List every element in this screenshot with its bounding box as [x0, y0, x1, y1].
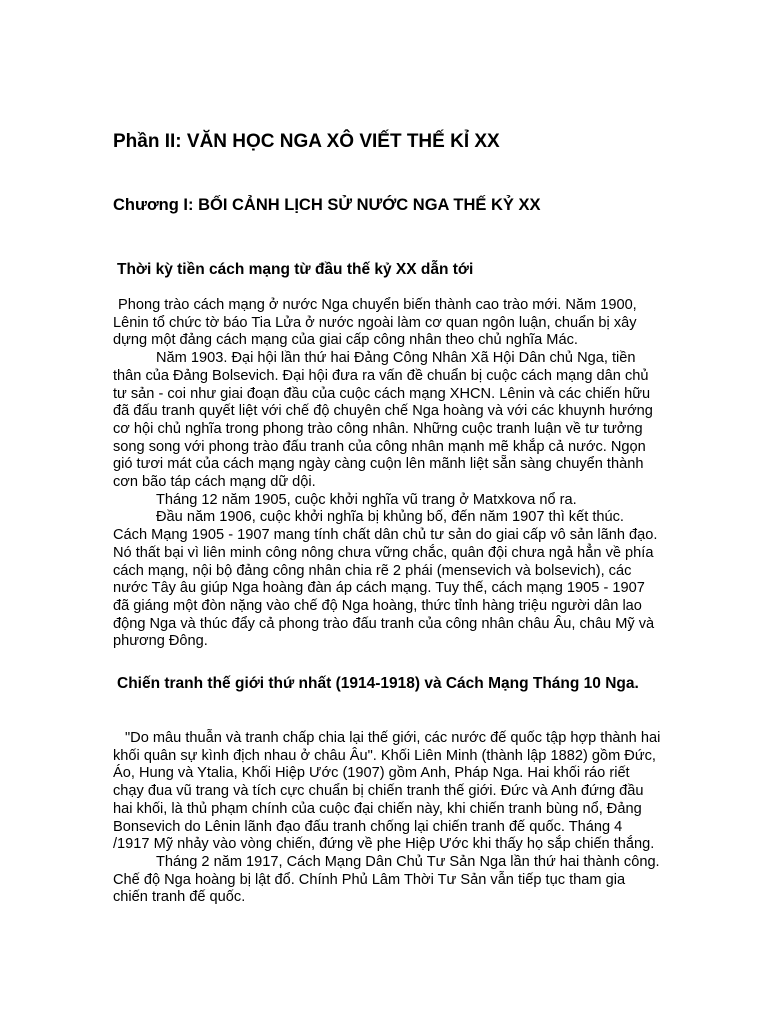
- paragraph: "Do mâu thuẫn và tranh chấp chia lại thế giới, các nước đế quốc tập hợp thành hai khối quân sự kình địch nhau ở châu Âu". Khối Liên Minh (thành lập 1882) gồm Đức, Áo, Hung và Ytalia, Khối Hiệp Ước (1907) gồm Anh, Pháp Nga. Hai khối ráo riết chạy đua vũ trang và tích cực chuẩn bị chiến tranh thế giới. Đức và Anh đứng đầu hai khối, là thủ phạm chính của cuộc đại chiến này, khi chiến tranh bùng nổ, Đảng Bonsevich do Lênin lãnh đạo đấu tranh chống lại chiến tranh đế quốc. Tháng 4 /1917 Mỹ nhảy vào vòng chiến, đứng về phe Hiệp Ước khi thấy họ sắp chiến thắng.: [113, 730, 661, 853]
- paragraph: Đầu năm 1906, cuộc khởi nghĩa bị khủng bố, đến năm 1907 thì kết thúc. Cách Mạng 1905 - 1907 mang tính chất dân chủ tư sản do giai cấp vô sản lãnh đạo. Nó thất bại vì liên minh công nông chưa vững chắc, quân đội chưa ngả hẳn về phía cách mạng, nội bộ đảng công nhân chia rẽ 2 phái (mensevich và bolsevich), các nước Tây âu giúp Nga hoàng đàn áp cách mạng. Tuy thế, cách mạng 1905 - 1907 đã giáng một đòn nặng vào chế độ Nga hoàng, thức tỉnh hàng triệu người dân lao động Nga và thúc đẩy cả phong trào đấu tranh của công nhân châu Âu, châu Mỹ và phương Đông.: [113, 509, 658, 650]
- section-heading-prerevolution: Thời kỳ tiền cách mạng từ đầu thế kỷ XX dẫn tới: [117, 261, 474, 278]
- section-heading-ww1: Chiến tranh thế giới thứ nhất (1914-1918) và Cách Mạng Tháng 10 Nga.: [117, 675, 639, 692]
- section-body-ww1: [113, 730, 661, 907]
- paragraph: Tháng 2 năm 1917, Cách Mạng Dân Chủ Tư Sản Nga lần thứ hai thành công. Chế độ Nga hoàng bị lật đổ. Chính Phủ Lâm Thời Tư Sản vẫn tiếp tục tham gia chiến tranh đế quốc.: [113, 853, 660, 906]
- paragraph: Năm 1903. Đại hội lần thứ hai Đảng Công Nhân Xã Hội Dân chủ Nga, tiền thân của Đảng Bolsevich. Đại hội đưa ra vấn đề chuẩn bị cuộc cách mạng dân chủ tư sản - coi như giai đoạn đầu của cuộc cách mạng XHCN. Lênin và các chiến hữu đã đấu tranh quyết liệt với chế độ chuyên chế Nga hoàng và với các khuynh hướng cơ hội chủ nghĩa trong phong trào công nhân. Những cuộc tranh luận về tư tưởng song song với phong trào đấu tranh của công nhân mạnh mẽ khắp cả nước. Ngọn gió tươi mát của cách mạng ngày càng cuộn lên mãnh liệt sẵn sàng chuyển thành cơn bão táp cách mạng dữ dội.: [113, 350, 653, 491]
- section-body-prerevolution: [113, 297, 661, 651]
- part-title: Phần II: VĂN HỌC NGA XÔ VIẾT THẾ KỈ XX: [113, 131, 500, 152]
- paragraph: Tháng 12 năm 1905, cuộc khởi nghĩa vũ trang ở Matxkova nổ ra.: [156, 491, 577, 508]
- paragraph: Phong trào cách mạng ở nước Nga chuyển biến thành cao trào mới. Năm 1900, Lênin tổ chức tờ báo Tia Lửa ở nước ngoài làm cơ quan ngôn luận, chuẩn bị xây dựng một đảng cách mạng của giai cấp công nhân theo chủ nghĩa Mác.: [113, 297, 637, 349]
- chapter-title: Chương I: BỐI CẢNH LỊCH SỬ NƯỚC NGA THẾ KỶ XX: [113, 196, 541, 214]
